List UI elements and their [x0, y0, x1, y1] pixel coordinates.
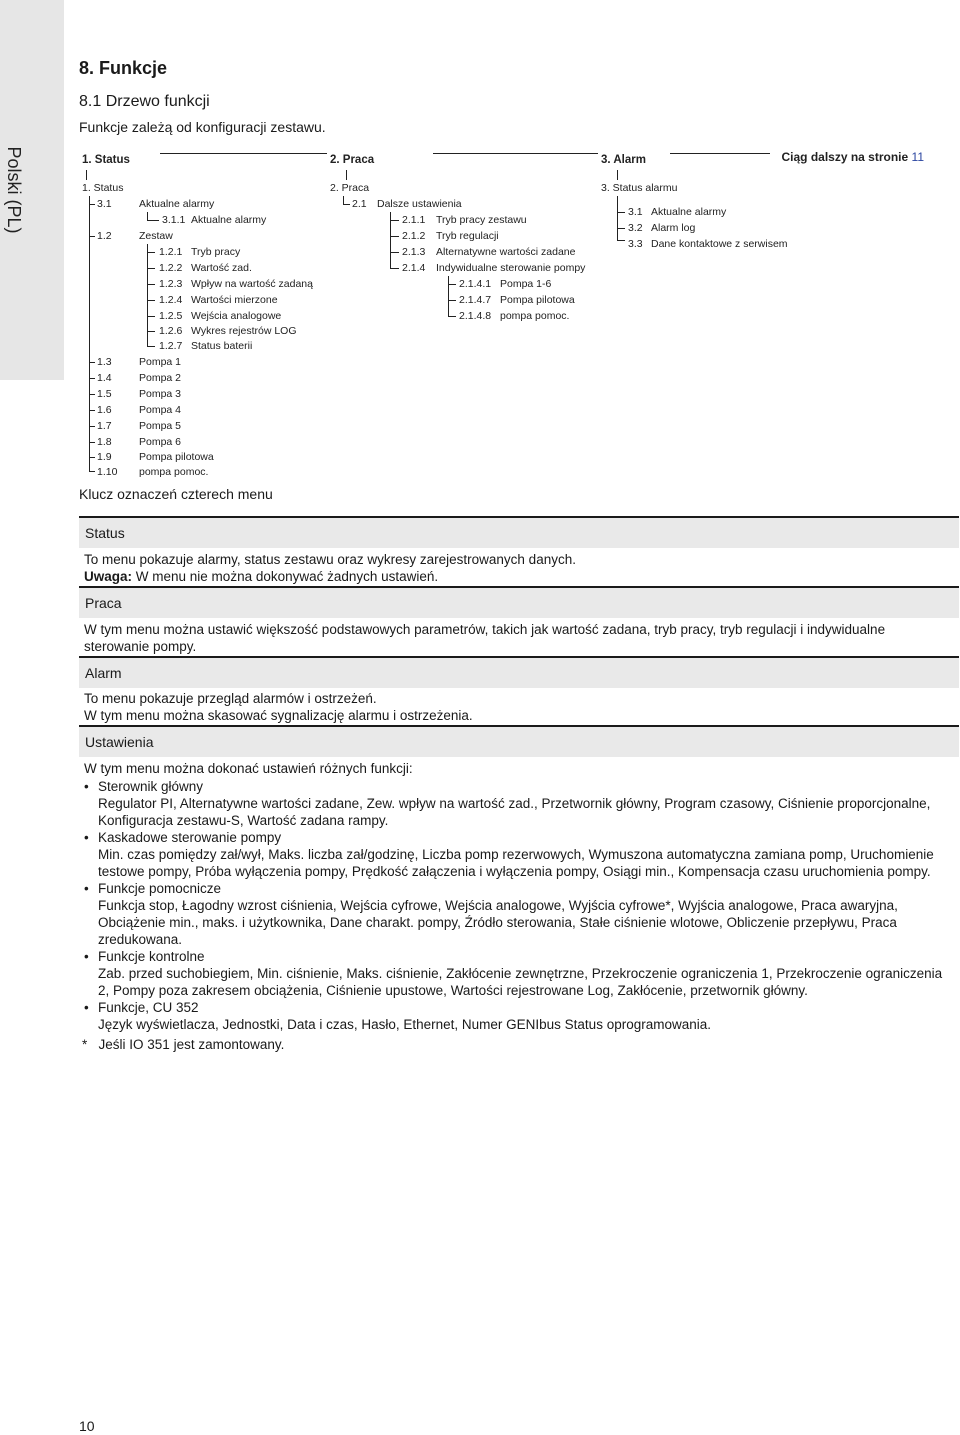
section-band-praca	[79, 586, 959, 618]
paragraph: To menu pokazuje alarmy, status zestawu oraz wykresy zarejestrowanych danych.	[84, 552, 576, 567]
header-line	[670, 153, 770, 154]
list-item	[84, 999, 952, 1033]
tree-node-number: 1.10	[97, 466, 118, 478]
tree-branch	[147, 268, 155, 269]
paragraph: W tym menu można dokonać ustawień różnych funkcji:	[84, 761, 413, 776]
tree-line	[86, 170, 87, 180]
tree-node-number: 3.1	[628, 206, 643, 218]
tree-header-alarm: 3. Alarm	[601, 154, 646, 166]
tree-node-number: 2.1.4.7	[459, 294, 492, 306]
tree-node-number: 1.4	[97, 372, 112, 384]
tree-branch	[147, 300, 155, 301]
tree-branch	[390, 252, 399, 253]
tree-node-number: 1.9	[97, 451, 112, 463]
tree-branch	[89, 426, 95, 427]
praca-description	[84, 621, 952, 655]
page-number: 10	[79, 1418, 95, 1434]
tree-line	[343, 196, 344, 204]
tree-node-number: 3.2	[628, 222, 643, 234]
key-title: Klucz oznaczeń czterech menu	[79, 486, 273, 502]
tree-node-label: Pompa 2	[139, 372, 182, 384]
tree-node-number: 3.3	[628, 238, 643, 250]
tree-header-praca: 2. Praca	[330, 154, 375, 166]
tree-node-label: pompa pomoc.	[139, 466, 209, 478]
page-title: 8. Funkcje	[79, 58, 168, 78]
tree-node-label: Pompa 6	[139, 436, 182, 448]
tree-header-status: 1. Status	[82, 154, 130, 166]
tree-branch	[147, 220, 159, 221]
tree-node-number: 1.2.3	[159, 278, 183, 290]
tree-node-label: Tryb pracy	[191, 246, 241, 258]
tree-node-label: Wartości mierzone	[191, 294, 278, 306]
tree-node-number: 3.1	[97, 198, 112, 210]
continued-note	[781, 150, 924, 164]
tree-line	[617, 170, 618, 180]
continued-page[interactable]: 11	[911, 150, 924, 164]
list-item-detail: Regulator PI, Alternatywne wartości zadane, Zew. wpływ na wartość zad., Przetwornik główny, Program czasowy, Ciśnienie proporcjonalne, Konfiguracja zestawu-S, Wartość zadana rampy.	[98, 796, 931, 828]
tree-node-number: 2.1.1	[402, 214, 426, 226]
tree-node-number: 1.2.2	[159, 262, 183, 274]
tree-branch	[390, 236, 399, 237]
tree-branch	[147, 252, 155, 253]
language-label: Polski (PL)	[4, 146, 24, 234]
tree-branch	[89, 362, 95, 363]
header-line	[160, 153, 327, 154]
tree-node-number: 1.6	[97, 404, 112, 416]
footnote	[82, 1036, 952, 1053]
tree-node-label: pompa pomoc.	[500, 310, 570, 322]
tree-node-number: 2.1.4.8	[459, 310, 492, 322]
list-item-detail: Funkcja stop, Łagodny wzrost ciśnienia, Wejścia cyfrowe, Wejścia analogowe, Wyjścia cyfrowe*, Wyjścia analogowe, Praca awaryjna, Obciążenie min., maks. i użytkownika, Dane charakt. pompy, Źródło sterowania, Stałe ciśnienie wlotowe, Obliczenie przepływu, Praca zredukowana.	[98, 898, 898, 947]
praca-root: 2. Praca	[330, 182, 370, 194]
tree-node-label: Pompa pilotowa	[139, 451, 214, 463]
tree-node-label: Alarm log	[651, 222, 696, 234]
tree-node-label: Wykres rejestrów LOG	[191, 325, 297, 337]
tree-line	[147, 212, 148, 220]
paragraph: W tym menu można skasować sygnalizację alarmu i ostrzeżenia.	[84, 708, 473, 723]
tree-branch	[89, 471, 95, 472]
tree-node-number: 2.1.4.1	[459, 278, 492, 290]
tree-branch	[390, 220, 399, 221]
tree-node-number: 1.2	[97, 230, 112, 242]
ustawienia-description	[84, 760, 952, 1053]
tree-node-label: Pompa 1-6	[500, 278, 552, 290]
list-item	[84, 948, 952, 999]
continued-text: Ciąg dalszy na stronie	[781, 150, 909, 164]
tree-line	[89, 196, 90, 471]
section-band-status	[79, 516, 959, 548]
list-item-detail: Min. czas pomiędzy zał/wył, Maks. liczba zał/godzinę, Liczba pomp rezerwowych, Wymuszona automatyczna zamiana pomp, Uruchomienie testowe pompy, Próba wyłączenia pompy, Prędkość załączenia i wyłączenia pompy, Osiągi min., Kompensacja czasu uruchomienia pompy.	[98, 847, 934, 879]
tree-line	[448, 276, 449, 316]
list-item-detail: Język wyświetlacza, Jednostki, Data i czas, Hasło, Ethernet, Numer GENIbus Status oprogramowania.	[98, 1017, 712, 1032]
tree-node-label: Wartość zad.	[191, 262, 252, 274]
tree-node-number: 1.2.6	[159, 325, 183, 337]
paragraph: To menu pokazuje przegląd alarmów i ostrzeżeń.	[84, 691, 377, 706]
section-heading: Praca	[85, 595, 122, 611]
note-paragraph	[84, 568, 952, 585]
section-heading: Ustawienia	[85, 734, 154, 750]
tree-node-number: 1.2.5	[159, 310, 183, 322]
tree-node-label: Tryb regulacji	[436, 230, 499, 242]
tree-node-label: Dane kontaktowe z serwisem	[651, 238, 788, 250]
tree-node-number: 2.1.2	[402, 230, 426, 242]
footnote-text: Jeśli IO 351 jest zamontowany.	[98, 1037, 285, 1052]
alarm-description	[84, 690, 952, 724]
header-line	[433, 153, 598, 154]
list-item-title: • Sterownik główny	[98, 779, 204, 794]
tree-branch	[89, 378, 95, 379]
tree-branch	[617, 212, 625, 213]
note-text: W menu nie można dokonywać żadnych ustawień.	[135, 569, 439, 584]
list-item	[84, 778, 952, 829]
tree-node-label: Pompa 3	[139, 388, 182, 400]
tree-node-number: 2.1.3	[402, 246, 426, 258]
status-description	[84, 551, 952, 585]
footnote-mark: *	[82, 1037, 88, 1052]
status-root: 1. Status	[82, 182, 124, 194]
tree-node-number: 1.2.1	[159, 246, 183, 258]
tree-branch	[89, 442, 95, 443]
tree-node-label: Dalsze ustawienia	[377, 198, 462, 210]
list-item	[84, 880, 952, 948]
tree-node-label: Pompa 5	[139, 420, 182, 432]
tree-branch	[343, 204, 350, 205]
intro-text: Funkcje zależą od konfiguracji zestawu.	[79, 119, 326, 135]
tree-node-number: 2.1	[352, 198, 367, 210]
section-heading: Alarm	[85, 665, 122, 681]
list-item	[84, 829, 952, 880]
list-item-title: • Funkcje pomocnicze	[98, 881, 222, 896]
section-heading: Status	[85, 525, 125, 541]
tree-line	[617, 196, 618, 240]
tree-branch	[89, 236, 95, 237]
tree-node-label: Pompa 4	[139, 404, 182, 416]
function-list	[84, 778, 952, 1033]
tree-node-label: Pompa pilotowa	[500, 294, 575, 306]
tree-node-number: 2.1.4	[402, 262, 426, 274]
tree-branch	[147, 284, 155, 285]
tree-branch	[147, 331, 155, 332]
tree-branch	[89, 410, 95, 411]
tree-branch	[390, 268, 399, 269]
tree-branch	[617, 228, 625, 229]
tree-node-label: Aktualne alarmy	[139, 198, 215, 210]
tree-node-number: 1.5	[97, 388, 112, 400]
tree-line	[346, 170, 347, 180]
tree-branch	[448, 300, 456, 301]
alarm-root: 3. Status alarmu	[601, 182, 678, 194]
tree-node-number: 1.3	[97, 356, 112, 368]
note-label: Uwaga:	[84, 569, 133, 584]
tree-branch	[448, 316, 456, 317]
tree-branch	[448, 284, 456, 285]
tree-node-number: 1.2.7	[159, 340, 183, 352]
tree-node-label: Aktualne alarmy	[651, 206, 727, 218]
tree-node-label: Wpływ na wartość zadaną	[191, 278, 313, 290]
tree-node-number: 1.8	[97, 436, 112, 448]
tree-node-label: Indywidualne sterowanie pompy	[436, 262, 586, 274]
tree-branch	[89, 394, 95, 395]
tree-branch	[147, 346, 155, 347]
list-item-title: • Kaskadowe sterowanie pompy	[98, 830, 282, 845]
section-band-ustawienia	[79, 725, 959, 757]
tree-node-number: 3.1.1	[162, 214, 186, 226]
tree-node-number: 1.2.4	[159, 294, 183, 306]
language-side-tab	[0, 0, 64, 380]
list-item-title: • Funkcje, CU 352	[98, 1000, 199, 1015]
section-band-alarm	[79, 656, 959, 688]
tree-node-label: Wejścia analogowe	[191, 310, 282, 322]
tree-node-label: Aktualne alarmy	[191, 214, 267, 226]
tree-branch	[89, 457, 95, 458]
tree-node-label: Status baterii	[191, 340, 253, 352]
paragraph: W tym menu można ustawić większość podstawowych parametrów, takich jak wartość zadana, tryb pracy, tryb regulacji i indywidualne sterowanie pompy.	[84, 622, 886, 654]
tree-node-number: 1.7	[97, 420, 112, 432]
tree-branch	[89, 204, 95, 205]
tree-branch	[617, 240, 625, 241]
list-item-title: • Funkcje kontrolne	[98, 949, 205, 964]
tree-branch	[147, 316, 155, 317]
list-item-detail: Zab. przed suchobiegiem, Min. ciśnienie, Maks. ciśnienie, Zakłócenie zewnętrzne, Przekroczenie ograniczenia 1, Przekroczenie ograniczenia 2, Pompy poza zakresem obciążenia, Ciśnienie upustowe, Wartości rejestrowane Log, Zakłócenie, przetwornik główny.	[98, 966, 943, 998]
tree-node-label: Zestaw	[139, 230, 173, 242]
section-title: 8.1 Drzewo funkcji	[79, 93, 210, 110]
tree-node-label: Alternatywne wartości zadane	[436, 246, 576, 258]
tree-node-label: Tryb pracy zestawu	[436, 214, 527, 226]
tree-node-label: Pompa 1	[139, 356, 182, 368]
